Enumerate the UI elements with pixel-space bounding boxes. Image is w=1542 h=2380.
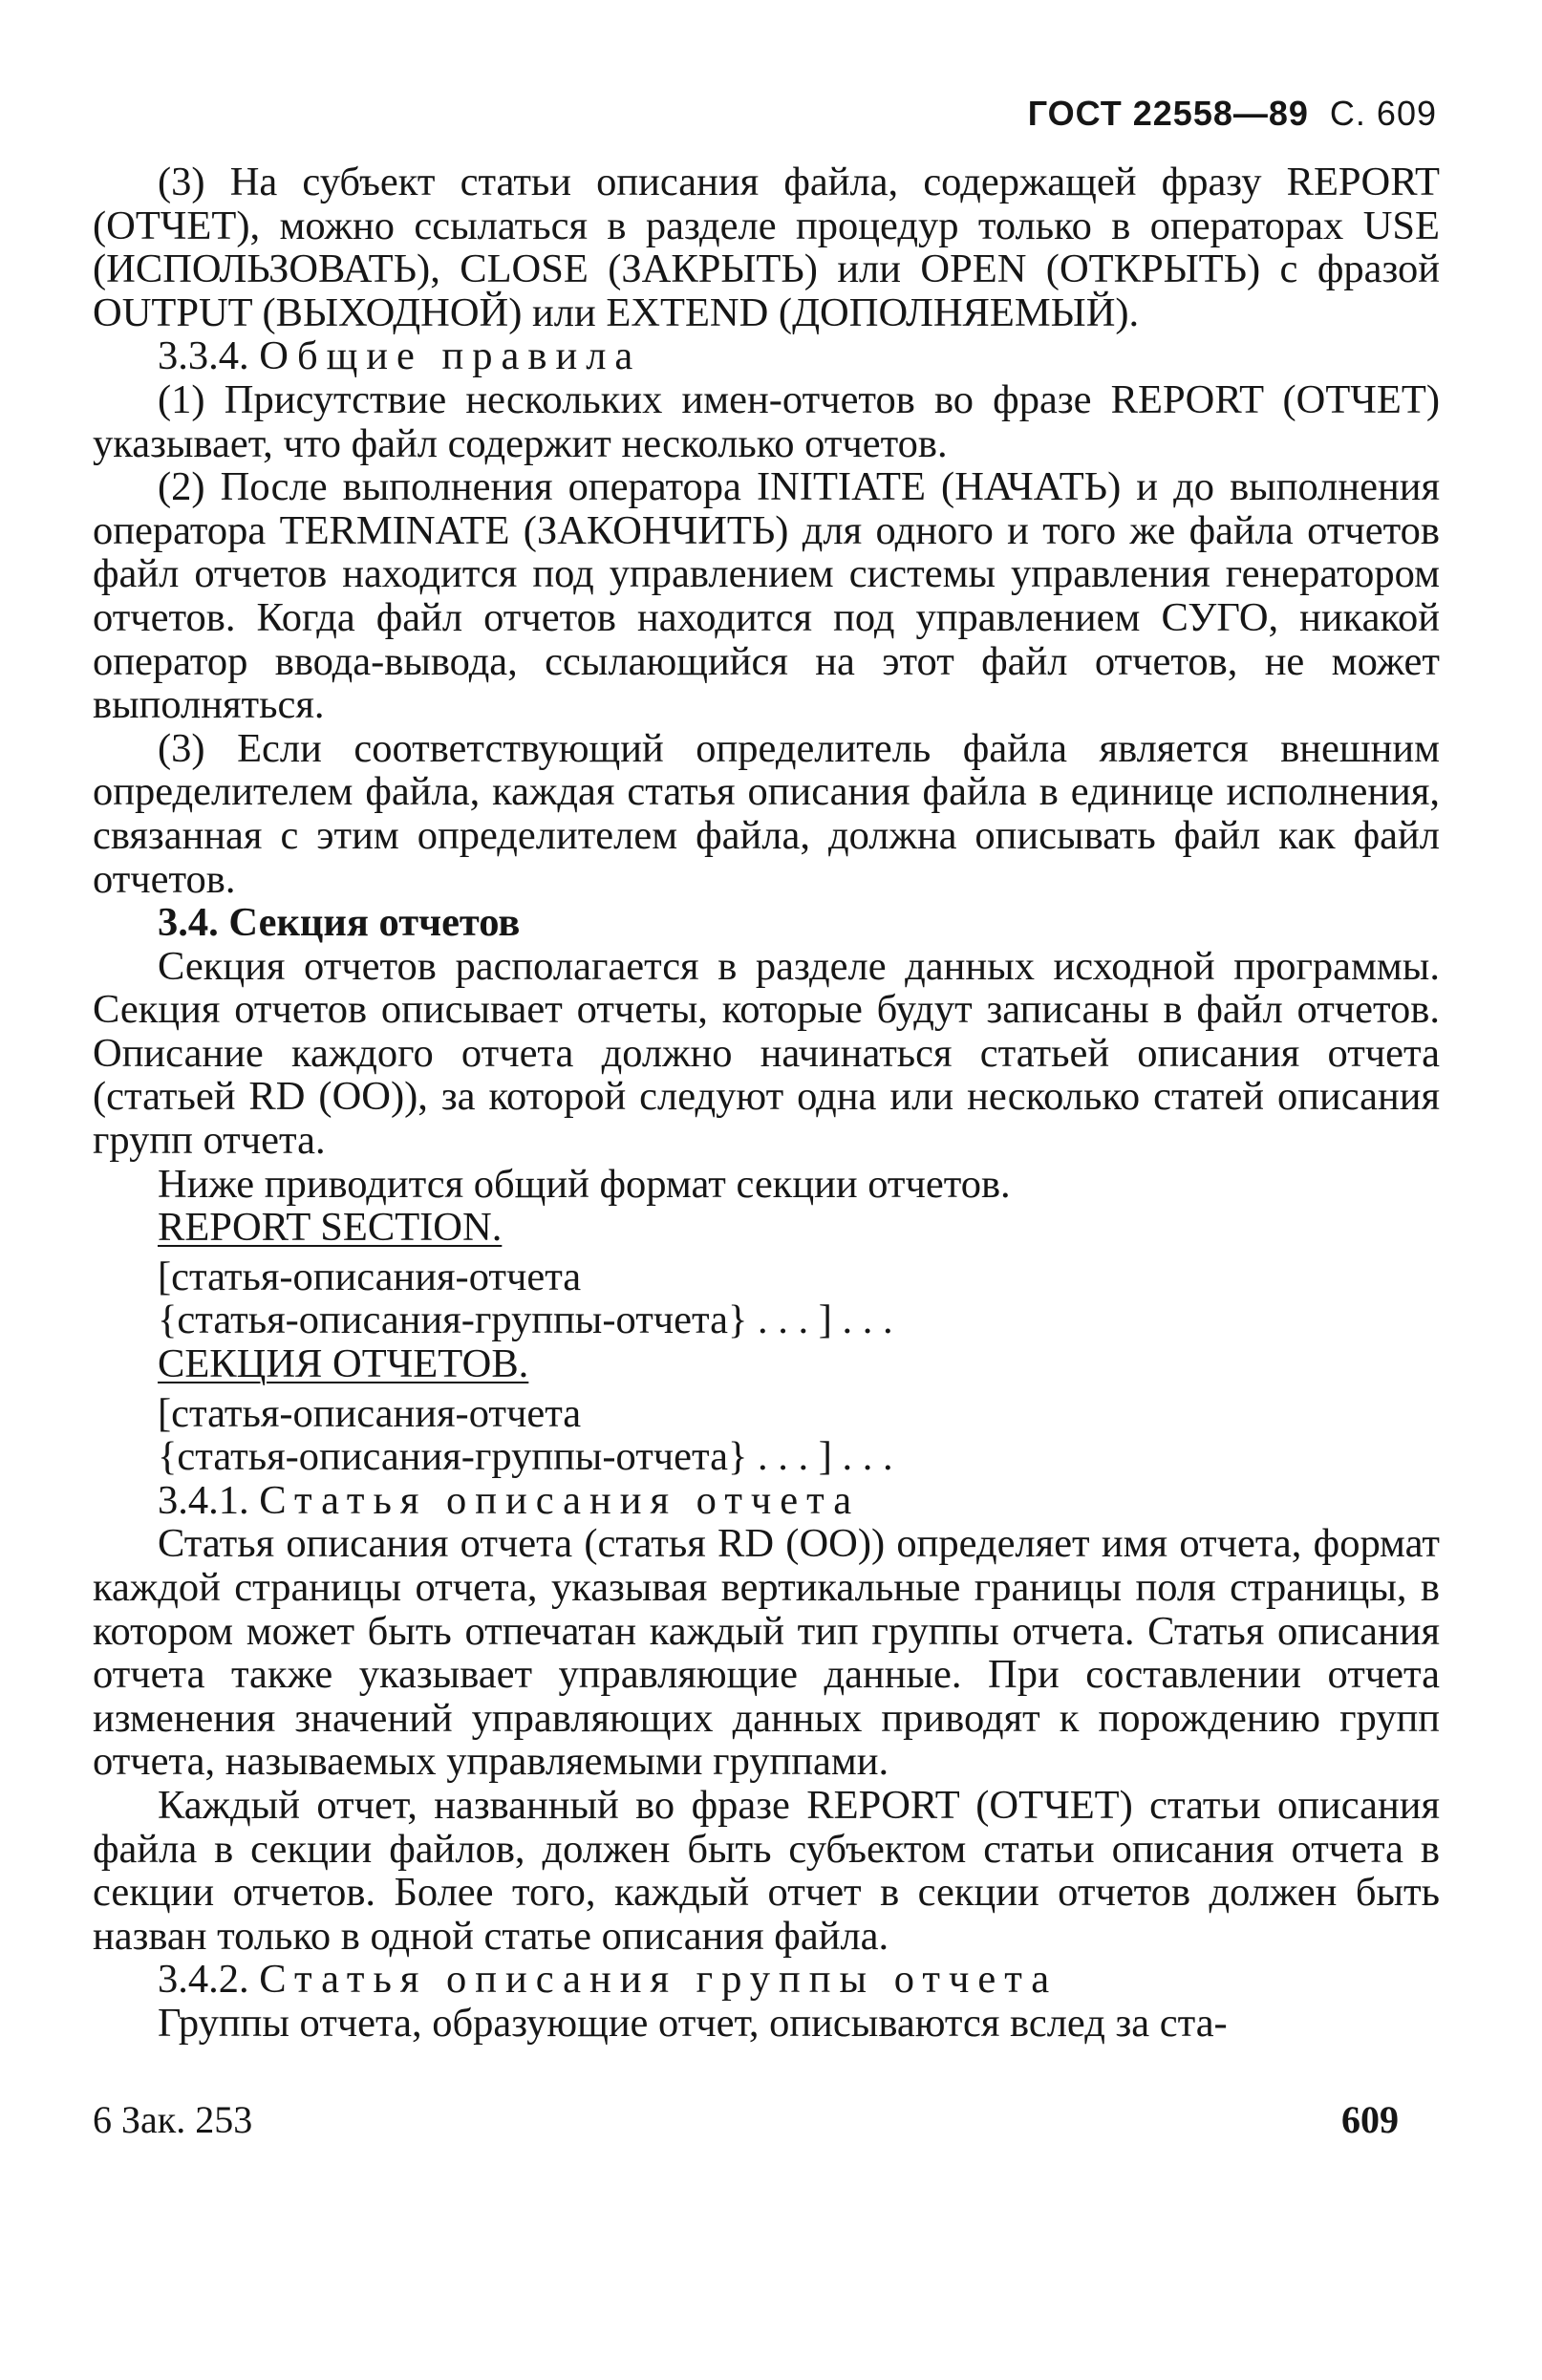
footer-order: 6 Зак. 253 <box>93 2098 253 2141</box>
paragraph: Статья описания отчета (статья RD (ОО)) определяет имя отчета, формат каждой страницы отчета, указывая вертикальные границы поля страницы, в котором может быть отпечатан каждый тип группы отчета. Статья описания отчета также указывает управляющие данные. При составлении отчета изменения значений управляющих данных приводят к порождению групп отчета, называемых управляемыми группами. <box>93 1521 1440 1785</box>
footer-page-number: 609 <box>1341 2098 1399 2141</box>
section-title: Статья описания группы отчета <box>259 1957 1059 2003</box>
paragraph: (2) После выполнения оператора INITIATE (НАЧАТЬ) и до выполнения оператора TERMINATE (ЗАКОНЧИТЬ) для одного и того же файла отчетов файл отчетов находится под управлением системы управления генератором отчетов. Когда файл отчетов находится под управлением СУГО, никакой оператор ввода-вывода, ссылающийся на этот файл отчетов, не может выполняться. <box>93 464 1440 728</box>
paragraph: (1) Присутствие нескольких имен-отчетов во фразе REPORT (ОТЧЕТ) указывает, что файл содержит несколько отчетов. <box>93 376 1440 466</box>
format-keyword: REPORT SECTION. <box>158 1205 503 1251</box>
format-title-en <box>158 1206 1440 1250</box>
running-header <box>1028 94 1437 134</box>
section-number: 3.4.1. <box>158 1477 249 1523</box>
header-page: С. 609 <box>1329 94 1437 133</box>
section-title: Общие правила <box>259 333 642 379</box>
header-standard: ГОСТ 22558—89 <box>1027 94 1309 133</box>
paragraph: (3) Если соответствующий определитель файла является внешним определителем файла, каждая статья описания файла в единице исполнения, связанная с этим определителем файла, должна описывать файл как файл отчетов. <box>93 725 1440 902</box>
format-line: [статья-описания-отчета <box>158 1254 582 1299</box>
format-line: {статья-описания-группы-отчета} . . . ] . . . <box>158 1434 893 1480</box>
format-line: {статья-описания-группы-отчета} . . . ] . . . <box>158 1297 893 1343</box>
paragraph: (3) На субъект статьи описания файла, содержащей фразу REPORT (ОТЧЕТ), можно ссылаться в разделе процедур только в операторах USE (ИСПОЛЬЗОВАТЬ), CLOSE (ЗАКРЫТЬ) или OPEN (ОТКРЫТЬ) с фразой OUTPUT (ВЫХОДНОЙ) или EXTEND (ДОПОЛНЯЕМЫЙ). <box>93 160 1440 335</box>
section-heading-3-4-2 <box>158 1958 1440 2002</box>
body-text <box>93 161 1440 2046</box>
section-heading-3-4-1 <box>158 1479 1440 1523</box>
section-number: 3.4.2. <box>158 1957 249 2003</box>
paragraph: Ниже приводится общий формат секции отчетов. <box>158 1161 1011 1207</box>
section-heading-3-4 <box>158 901 1440 945</box>
format-title-ru <box>158 1342 1440 1386</box>
format-line: [статья-описания-отчета <box>158 1390 582 1436</box>
section-title: Секция отчетов <box>228 900 521 946</box>
paragraph: Каждый отчет, названный во фразе REPORT (ОТЧЕТ) статьи описания файла в секции файлов, должен быть субъектом статьи описания отчета в секции отчетов. Более того, каждый отчет в секции отчетов должен быть назван только в одной статье описания файла. <box>93 1782 1440 1959</box>
format-keyword: СЕКЦИЯ ОТЧЕТОВ. <box>158 1341 529 1387</box>
section-title: Статья описания отчета <box>259 1477 861 1523</box>
section-number: 3.3.4. <box>158 333 249 379</box>
paragraph: Группы отчета, образующие отчет, описываются вслед за ста- <box>158 2000 1228 2046</box>
paragraph: Секция отчетов располагается в разделе данных исходной программы. Секция отчетов описывает отчеты, которые будут записаны в файл отчетов. Описание каждого отчета должно начинаться статьей описания отчета (статьей RD (ОО)), за которой следуют одна или несколько статей описания групп отчета. <box>93 943 1440 1164</box>
section-heading-3-3-4 <box>158 334 1440 378</box>
section-number: 3.4. <box>158 900 219 946</box>
